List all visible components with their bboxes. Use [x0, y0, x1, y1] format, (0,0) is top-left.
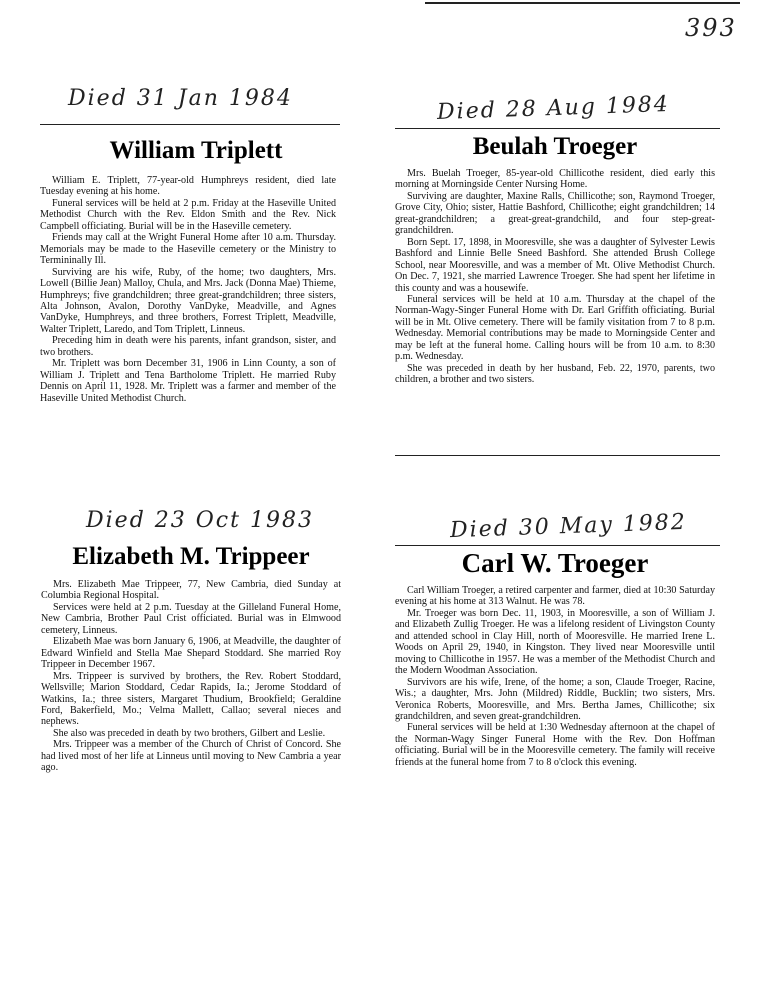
obituary-paragraph: Mr. Troeger was born Dec. 11, 1903, in Mooresville, a son of William J. and Elizabeth Zullig Troeger. He was a lifelong resident of Livingston County and attended school in Clay Hill, north of Mooresville. He married Irene L. Woods on April 29, 1940, in Kingston. They lived near Mooresville until moving to Chillicothe in 1957. He was a member of the Methodist Church and the Modern Woodman Association.: [395, 607, 715, 677]
obituary-elizabeth-trippeer: [41, 544, 341, 774]
obituary-paragraph: Services were held at 2 p.m. Tuesday at the Gilleland Funeral Home, New Cambria, Brother Paul Crist officiated. Burial was in Elmwood cemetery, Linneus.: [41, 601, 341, 636]
obituary-paragraph: Survivors are his wife, Irene, of the home; a son, Claude Troeger, Racine, Wis.; a daughter, Mrs. John (Mildred) Riddle, Bucklin; two sisters, Mrs. Veronica Roberts, Mooresville, and Mrs. Bertha James, Chillicothe; six grandchildren, and seven great-grandchildren.: [395, 676, 715, 722]
obituary-paragraph: Friends may call at the Wright Funeral Home after 10 a.m. Thursday. Memorials may be made to the Haseville cemetery or the Ministry to Termininally Ill.: [40, 232, 336, 267]
obituary-headline: Beulah Troeger: [472, 133, 638, 160]
obituary-paragraph: Born Sept. 17, 1898, in Mooresville, she was a daughter of Sylvester Lewis Bashford and Linnie Belle Sneed Bashford. She attended Brush College School, near Mooresville, and was a member of Mt. Olive Methodist Church. On Dec. 7, 1921, she married Lawrence Troeger. She had spent her lifetime in this county and was a housewife.: [395, 236, 715, 294]
obituary-paragraph: Mrs. Buelah Troeger, 85-year-old Chillicothe resident, died early this morning at Morningside Center Nursing Home.: [395, 168, 715, 191]
obituary-body: [41, 579, 341, 774]
obituary-paragraph: Funeral services will be held at 2 p.m. Friday at the Haseville United Methodist Church with the Rev. Eldon Smith and the Rev. Nick Campbell officiating. Burial will be in the Haseville cemetery.: [40, 197, 336, 232]
obituary-paragraph: Surviving are daughter, Maxine Ralls, Chillicothe; son, Raymond Troeger, Grove City, Ohio; sister, Hattie Bashford, Chillicothe; eight grandchildren; 14 great-grandchildren; a great-great-grandchild, and four step-great-grandchildren.: [395, 190, 715, 237]
clipping-edge-right-4: [395, 545, 720, 546]
obituary-carl-troeger: [395, 550, 715, 768]
obituary-beulah-troeger: [395, 134, 715, 386]
obituary-paragraph: Mr. Triplett was born December 31, 1906 in Linn County, a son of William J. Triplett and Tena Bartholome Triplett. He married Ruby Dennis on April 11, 1928. Mr. Triplett was a farmer and member of the Haseville United Methodist Church.: [40, 358, 336, 404]
obituary-body: [40, 175, 336, 404]
clipping-edge-top-right: [425, 2, 740, 4]
handwritten-date: Died 23 Oct 1983: [86, 508, 314, 533]
obituary-paragraph: Mrs. Trippeer is survived by brothers, the Rev. Robert Stoddard, Wellsville; Marion Stoddard, Cedar Rapids, Ia.; Jerome Stoddard of Watkins, Ia.; three sisters, Margaret Thudium, Brookfield; Geraldine Ford, Bakerfield, Mo.; Velma Mallett, Callao; several nieces and nephews.: [41, 670, 341, 728]
obituary-paragraph: Surviving are his wife, Ruby, of the home; two daughters, Mrs. Lowell (Billie Jean) Malloy, Chula, and Mrs. Jack (Donna Mae) Thieme, Humphreys; five grandchildren; three great-grandchildren; three sisters, Alta Johnson, Avalon, Dorothy VanDyke, Meadville, and Agnes VanDyke, Humphreys, and three brothers, Forrest Triplett, Meadville, Walter Triplett, Laredo, and Tom Triplett, Linneus.: [40, 266, 336, 335]
page-number: 393: [685, 14, 737, 42]
obituary-paragraph: William E. Triplett, 77-year-old Humphreys resident, died late Tuesday evening at his home.: [40, 175, 336, 198]
obituary-william-triplett: [40, 138, 336, 404]
obituary-headline: Elizabeth M. Trippeer: [72, 543, 310, 570]
obituary-paragraph: She was preceded in death by her husband, Feb. 22, 1970, parents, two children, a brother and two sisters.: [395, 362, 715, 386]
obituary-headline: Carl W. Troeger: [461, 548, 649, 578]
obituary-paragraph: Mrs. Trippeer was a member of the Church of Christ of Concord. She had lived most of her life at Linneus until moving to New Cambria a year ago.: [41, 739, 341, 774]
obituary-body: [395, 168, 715, 386]
obituary-paragraph: Funeral services will be held at 10 a.m. Thursday at the chapel of the Norman-Wagy-Singer Funeral Home with Dr. Earl Griffith officiating. Burial will be in Mt. Olive cemetery. There will be family visitation from 7 to 8 p.m. Wednesday. Memorial contributions may be made to Morningside Center and may be left at the funeral home. Calling hours will be from 10 a.m. to 8:30 p.m. Wednesday.: [395, 293, 715, 363]
obituary-paragraph: She also was preceded in death by two brothers, Gilbert and Leslie.: [53, 727, 326, 739]
obituary-paragraph: Elizabeth Mae was born January 6, 1906, at Meadville, the daughter of Edward Winfield and Stella Mae Shepard Stoddard. She married Roy Trippeer in December 1967.: [41, 636, 341, 671]
handwritten-date: Died 31 Jan 1984: [68, 86, 293, 111]
handwritten-date: Died 30 May 1982: [449, 509, 688, 544]
obituary-paragraph: Mrs. Elizabeth Mae Trippeer, 77, New Cambria, died Sunday at Columbia Regional Hospital.: [41, 579, 341, 602]
obituary-paragraph: Carl William Troeger, a retired carpenter and farmer, died at 10:30 Saturday evening at his home at 313 Walnut. He was 78.: [395, 585, 715, 608]
handwritten-date: Died 28 Aug 1984: [436, 91, 671, 126]
obituary-paragraph: Preceding him in death were his parents, infant grandson, sister, and two brothers.: [40, 335, 336, 358]
obituary-headline: William Triplett: [109, 137, 283, 164]
clipping-edge-right-1: [395, 128, 720, 129]
obituary-body: [395, 585, 715, 768]
clipping-edge-bottom-right-1: [395, 455, 720, 456]
obituary-paragraph: Funeral services will be held at 1:30 Wednesday afternoon at the chapel of the Norman-Wagy Singer Funeral Home with the Rev. Don Hoffman officiating. Burial will be in the Mooresville cemetery. The family will receive friends at the funeral home from 7 to 8 o'clock this evening.: [395, 722, 715, 768]
clipping-edge-left-1: [40, 124, 340, 125]
